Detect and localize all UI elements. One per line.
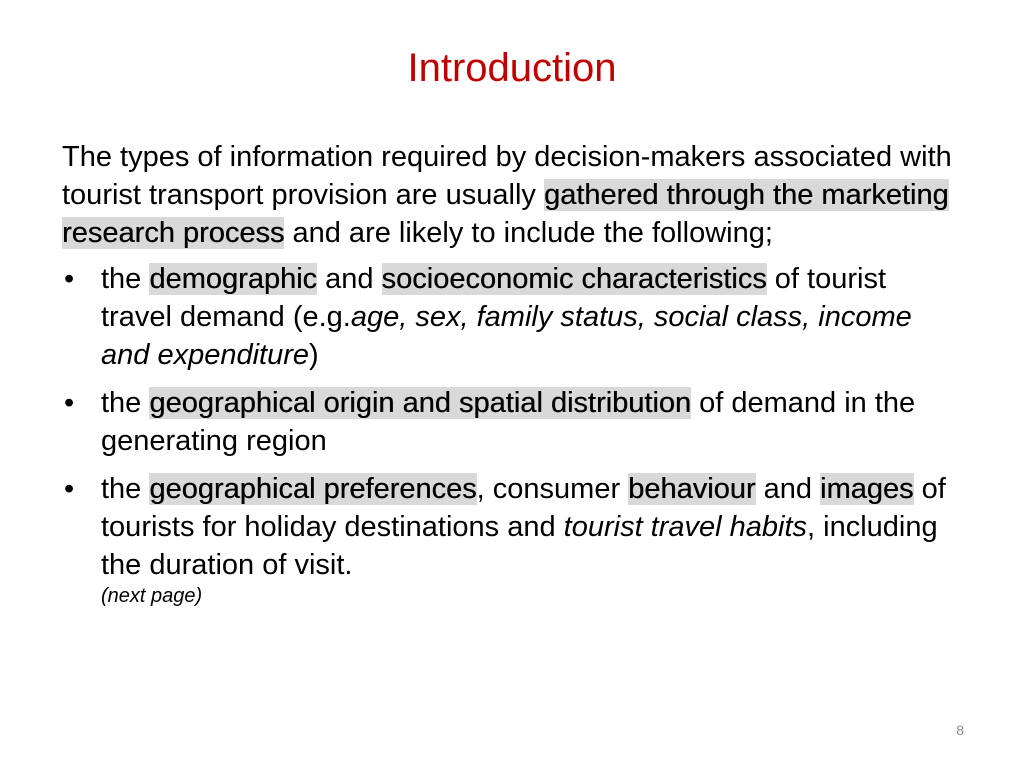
highlight-geographical-preferences: geographical preferences bbox=[149, 473, 477, 505]
bullet-dot: • bbox=[64, 263, 75, 295]
highlight-geographical-origin: geographical origin and spatial distribution bbox=[149, 387, 692, 419]
bullet-text: , including the duration of visit. bbox=[101, 511, 938, 581]
bullet-item-demographics bbox=[62, 260, 962, 374]
italic-examples: age, sex, family status, social class, income and expenditure bbox=[101, 301, 912, 371]
bullet-item-preferences bbox=[62, 470, 962, 608]
bullet-item-geography bbox=[62, 384, 962, 460]
page-number: 8 bbox=[956, 722, 964, 738]
intro-paragraph bbox=[62, 138, 962, 252]
intro-text: The types of information required by decision-makers associated with tourist transport provision are usually bbox=[62, 141, 952, 211]
bullet-text: the bbox=[101, 263, 150, 295]
bullet-text: the bbox=[101, 387, 150, 419]
bullet-text: and bbox=[755, 473, 821, 505]
bullet-dot: • bbox=[64, 387, 75, 419]
intro-text-end: and are likely to include the following; bbox=[284, 217, 773, 249]
highlight-socioeconomic: socioeconomic characteristics bbox=[381, 263, 767, 295]
bullet-text: and bbox=[317, 263, 382, 295]
slide-body bbox=[62, 138, 962, 618]
bullet-list bbox=[62, 260, 962, 608]
bullet-text: ) bbox=[309, 339, 319, 371]
slide-title: Introduction bbox=[407, 46, 617, 90]
bullet-text: , consumer bbox=[476, 473, 629, 505]
bullet-text: the bbox=[101, 473, 150, 505]
highlight-demographic: demographic bbox=[149, 263, 318, 295]
bullet-text: of tourists for holiday destinations and bbox=[101, 473, 946, 543]
italic-travel-habits: tourist travel habits bbox=[563, 511, 808, 543]
bullet-text: of demand in the generating region bbox=[101, 387, 916, 457]
bullet-text: of tourist travel demand (e.g. bbox=[101, 263, 887, 333]
highlight-behaviour: behaviour bbox=[628, 473, 756, 505]
highlight-images: images bbox=[820, 473, 914, 505]
next-page-note: (next page) bbox=[101, 585, 203, 607]
bullet-dot: • bbox=[64, 473, 75, 505]
intro-highlight: gathered through the marketing research process bbox=[62, 179, 949, 249]
